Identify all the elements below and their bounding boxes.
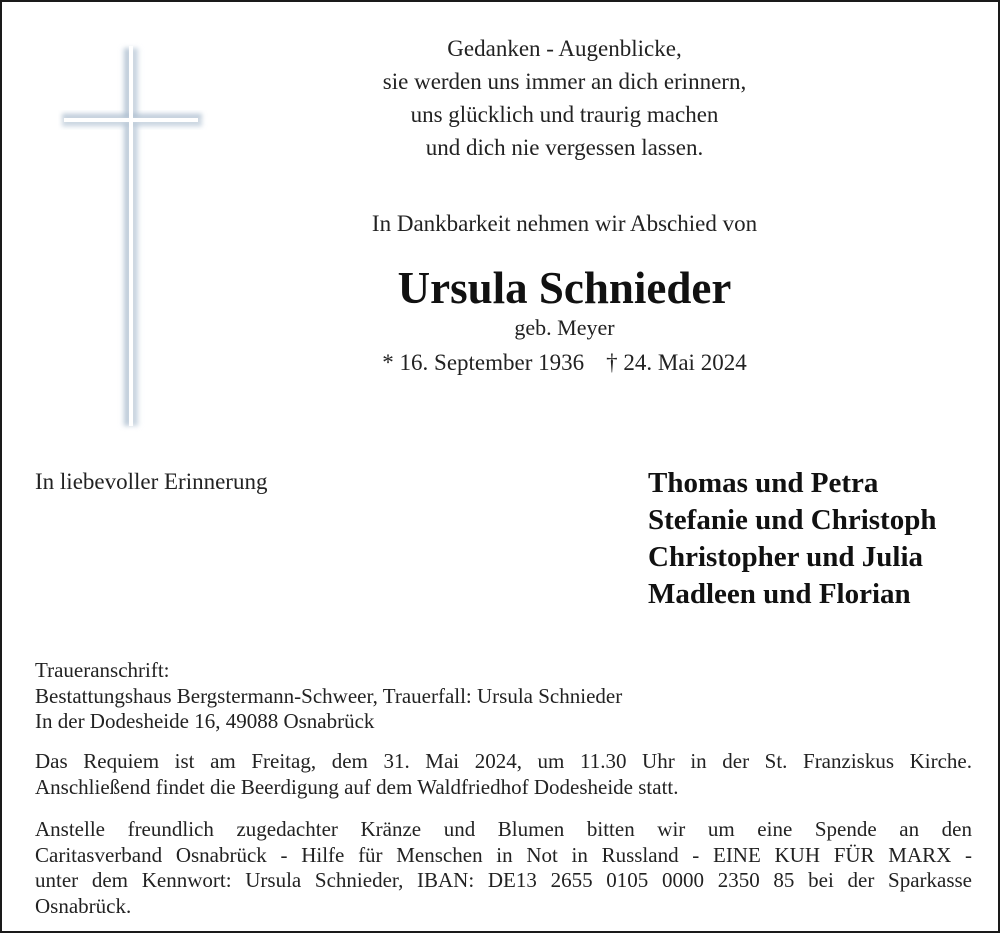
donation-line: Anstelle freundlich zugedachter Kränze und Blumen bitten wir um eine Spende an den — [35, 817, 972, 841]
family-member: Madleen und Florian — [648, 578, 911, 610]
poem-line: Gedanken - Augenblicke, — [447, 36, 682, 61]
requiem-line: Anschließend findet die Beerdigung auf dem Waldfriedhof Dodesheide statt. — [35, 774, 679, 799]
farewell-text: In Dankbarkeit nehmen wir Abschied von — [371, 211, 758, 236]
poem — [292, 32, 837, 164]
family-member: Stefanie und Christoph — [648, 504, 937, 536]
poem-line: sie werden uns immer an dich erinnern, — [382, 69, 747, 94]
deceased-name: Ursula Schnieder — [397, 263, 732, 313]
donation-info — [35, 817, 972, 919]
cross-icon — [58, 42, 208, 432]
mourning-address — [35, 658, 972, 735]
address-line: In der Dodesheide 16, 49088 Osnabrück — [35, 709, 375, 733]
family-member: Christopher und Julia — [648, 541, 924, 573]
address-label: Traueranschrift: — [35, 658, 170, 682]
poem-line: und dich nie vergessen lassen. — [425, 135, 704, 160]
requiem-info — [35, 749, 972, 800]
family-list — [648, 465, 936, 613]
memory-note: In liebevoller Erinnerung — [35, 469, 268, 494]
death-date: † 24. Mai 2024 — [606, 350, 747, 375]
address-line: Bestattungshaus Bergstermann-Schweer, Trauerfall: Ursula Schnieder — [35, 683, 623, 708]
donation-line: Caritasverband Osnabrück - Hilfe für Menschen in Not in Russland - EINE KUH FÜR MARX - — [35, 842, 972, 867]
requiem-line: Das Requiem ist am Freitag, dem 31. Mai 2024, um 11.30 Uhr in der St. Franziskus Kirche. — [35, 749, 972, 773]
birth-name: geb. Meyer — [514, 315, 615, 340]
life-dates — [292, 350, 837, 376]
donation-line: unter dem Kennwort: Ursula Schnieder, IBAN: DE13 2655 0105 0000 2350 85 bei der Sparkasse — [35, 868, 972, 892]
family-member: Thomas und Petra — [648, 467, 879, 499]
donation-line: Osnabrück. — [35, 893, 132, 918]
birth-date: * 16. September 1936 — [382, 350, 585, 375]
poem-line: uns glücklich und traurig machen — [410, 102, 719, 127]
